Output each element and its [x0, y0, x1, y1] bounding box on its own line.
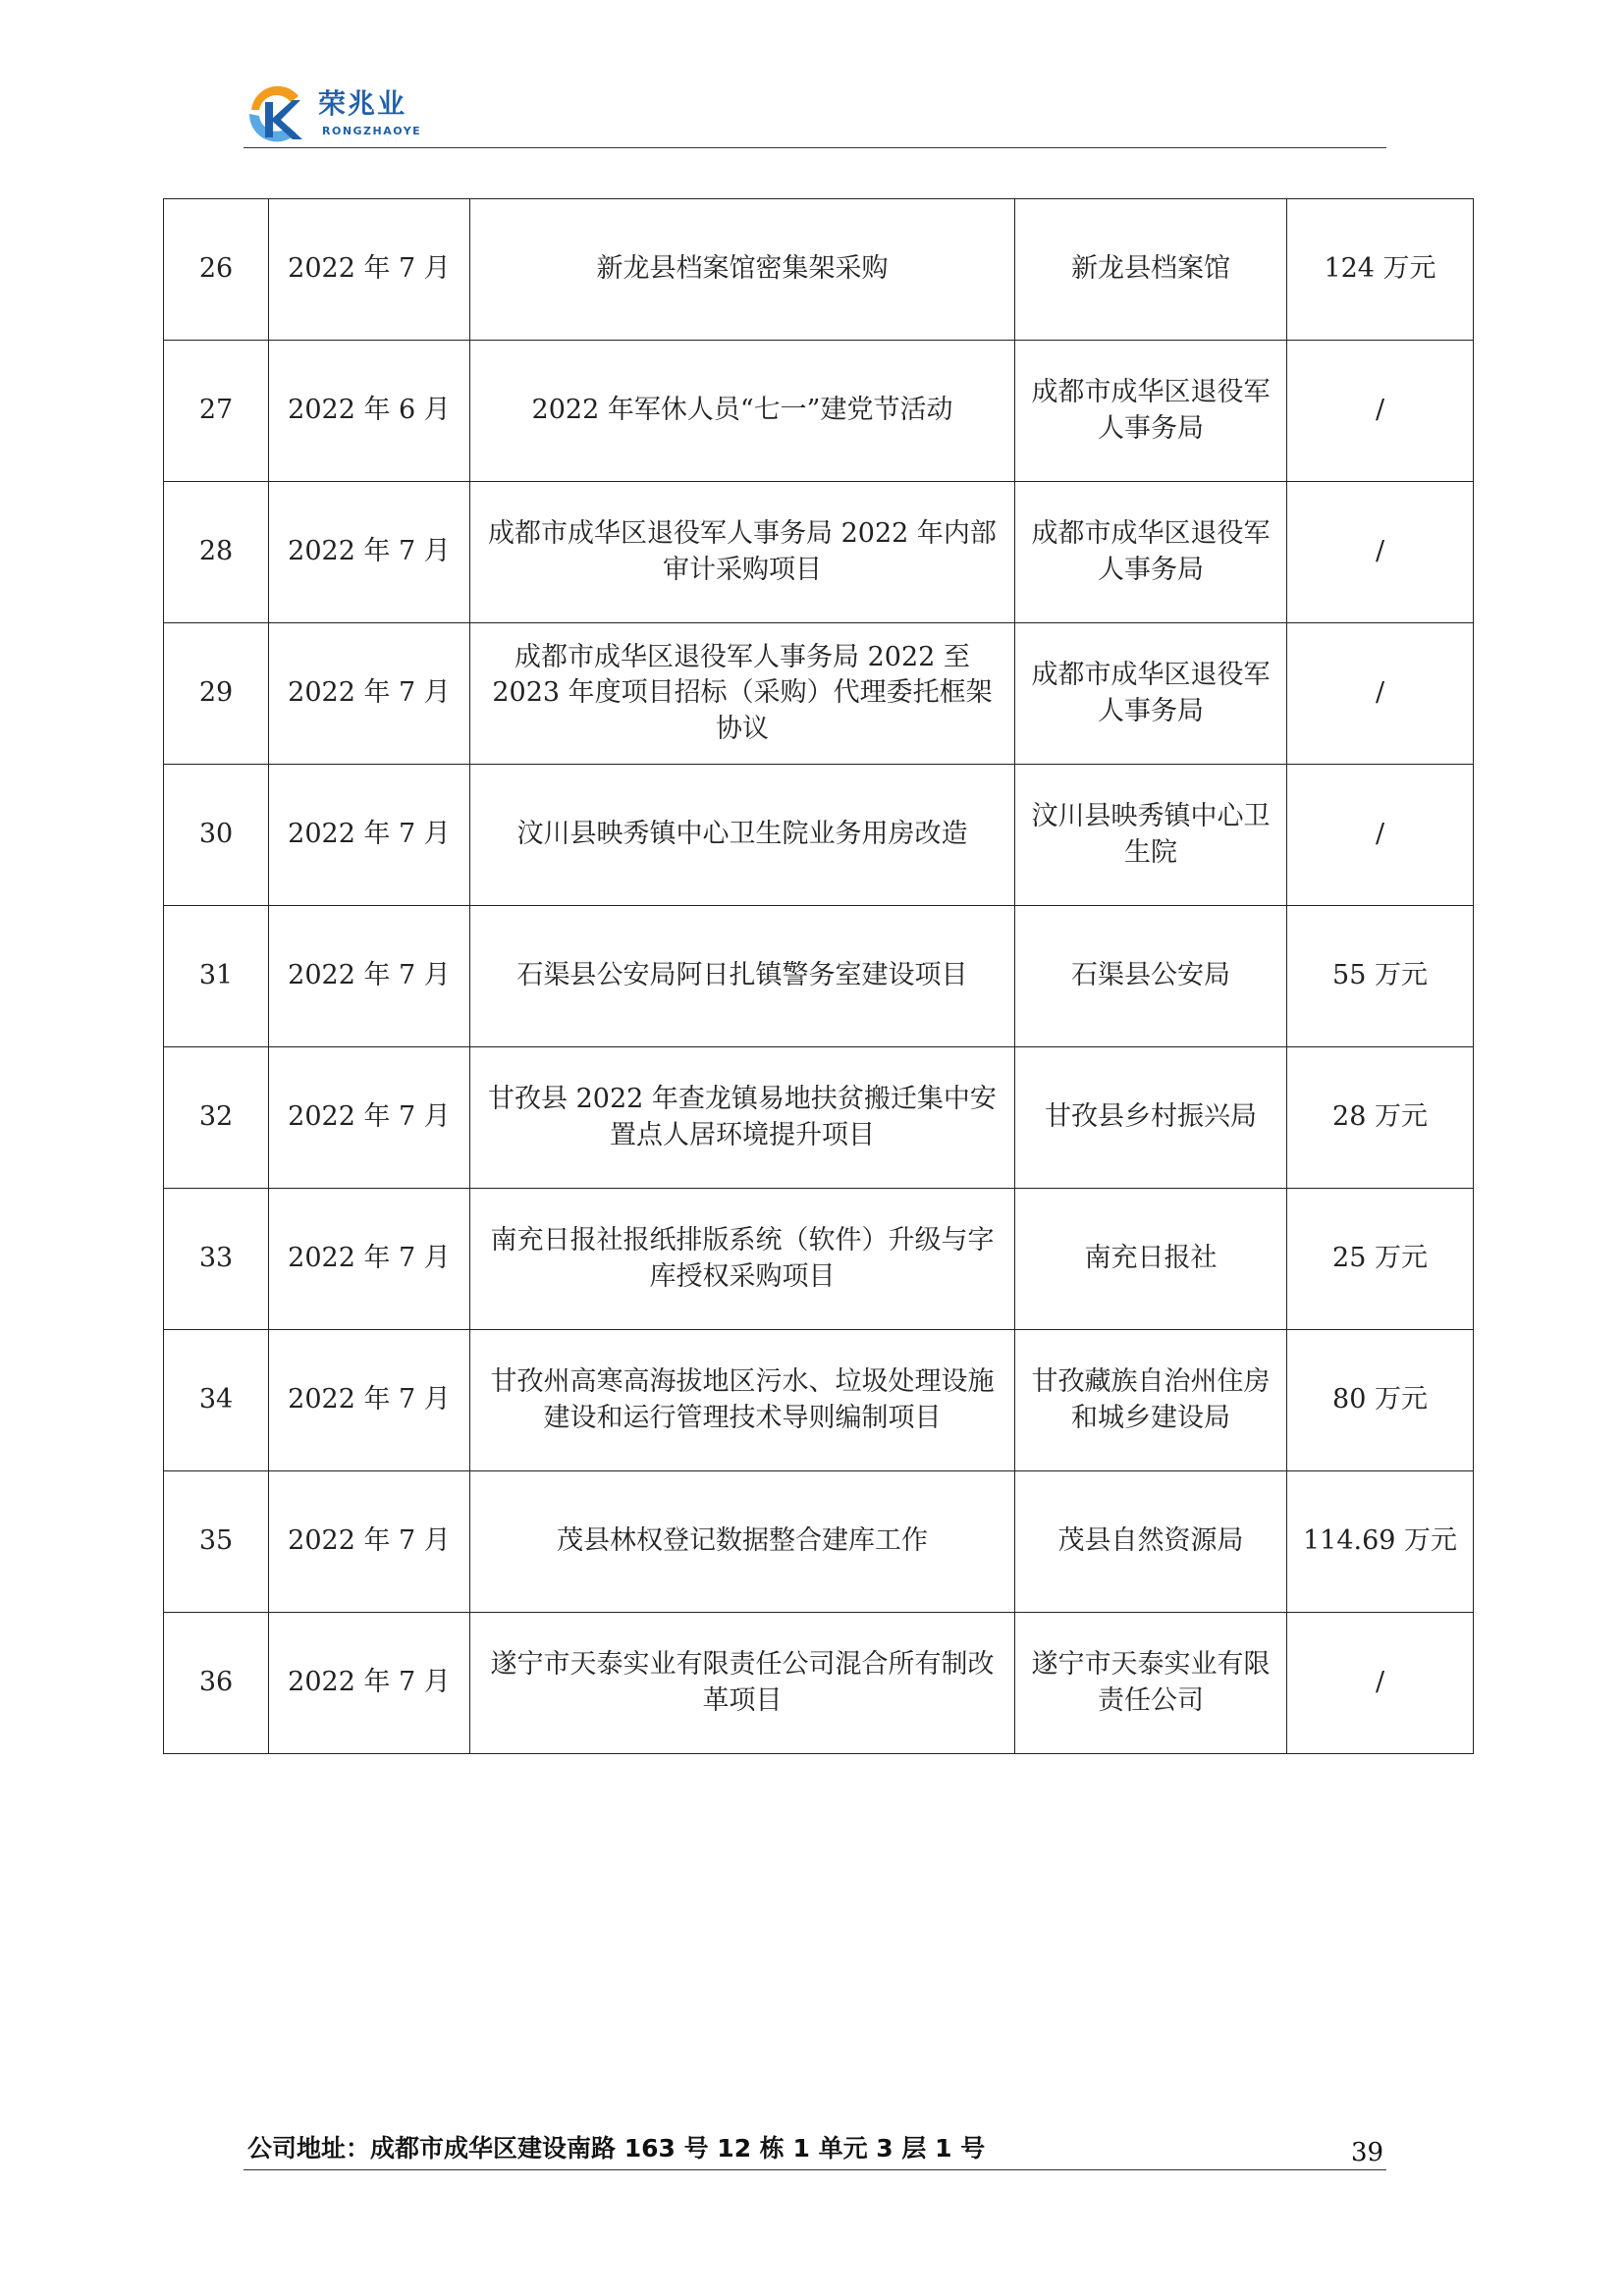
row-project: 石渠县公安局阿日扎镇警务室建设项目 — [470, 906, 1015, 1047]
row-date: 2022 年 7 月 — [269, 765, 470, 906]
table-row — [164, 341, 1474, 482]
row-amount: / — [1287, 623, 1474, 765]
row-number: 32 — [164, 1047, 269, 1189]
row-project: 南充日报社报纸排版系统（软件）升级与字库授权采购项目 — [470, 1189, 1015, 1330]
row-project: 2022 年军休人员“七一”建党节活动 — [470, 341, 1015, 482]
brand-name-en: RONGZHAOYE — [322, 125, 422, 137]
row-amount: / — [1287, 482, 1474, 623]
row-number: 33 — [164, 1189, 269, 1330]
row-number: 26 — [164, 199, 269, 341]
row-date: 2022 年 7 月 — [269, 1330, 470, 1471]
table-row — [164, 482, 1474, 623]
row-date: 2022 年 7 月 — [269, 1471, 470, 1613]
row-number: 29 — [164, 623, 269, 765]
row-client: 成都市成华区退役军人事务局 — [1015, 623, 1287, 765]
row-number: 30 — [164, 765, 269, 906]
row-date: 2022 年 7 月 — [269, 623, 470, 765]
page-header — [244, 79, 1386, 149]
row-amount: 114.69 万元 — [1287, 1471, 1474, 1613]
row-amount: / — [1287, 341, 1474, 482]
row-amount: / — [1287, 765, 1474, 906]
row-client: 甘孜县乡村振兴局 — [1015, 1047, 1287, 1189]
row-number: 28 — [164, 482, 269, 623]
row-project: 成都市成华区退役军人事务局 2022 至 2023 年度项目招标（采购）代理委托框架协议 — [470, 623, 1015, 765]
row-client: 南充日报社 — [1015, 1189, 1287, 1330]
row-amount: / — [1287, 1613, 1474, 1754]
row-client: 石渠县公安局 — [1015, 906, 1287, 1047]
row-amount: 55 万元 — [1287, 906, 1474, 1047]
table-row — [164, 1330, 1474, 1471]
row-date: 2022 年 6 月 — [269, 341, 470, 482]
row-client: 新龙县档案馆 — [1015, 199, 1287, 341]
table-row — [164, 1471, 1474, 1613]
company-address: 公司地址：成都市成华区建设南路 163 号 12 栋 1 单元 3 层 1 号 — [247, 2134, 986, 2163]
company-logo-icon — [244, 80, 312, 147]
row-client: 茂县自然资源局 — [1015, 1471, 1287, 1613]
header-divider — [244, 147, 1386, 148]
row-number: 27 — [164, 341, 269, 482]
row-number: 35 — [164, 1471, 269, 1613]
footer-divider — [244, 2169, 1386, 2170]
row-project: 遂宁市天泰实业有限责任公司混合所有制改革项目 — [470, 1613, 1015, 1754]
row-project: 成都市成华区退役军人事务局 2022 年内部审计采购项目 — [470, 482, 1015, 623]
project-table — [163, 198, 1474, 1754]
row-number: 34 — [164, 1330, 269, 1471]
row-date: 2022 年 7 月 — [269, 1189, 470, 1330]
row-client: 汶川县映秀镇中心卫生院 — [1015, 765, 1287, 906]
row-amount: 25 万元 — [1287, 1189, 1474, 1330]
row-project: 新龙县档案馆密集架采购 — [470, 199, 1015, 341]
table-row — [164, 1189, 1474, 1330]
row-project: 甘孜县 2022 年查龙镇易地扶贫搬迁集中安置点人居环境提升项目 — [470, 1047, 1015, 1189]
row-client: 遂宁市天泰实业有限责任公司 — [1015, 1613, 1287, 1754]
row-project: 甘孜州高寒高海拔地区污水、垃圾处理设施建设和运行管理技术导则编制项目 — [470, 1330, 1015, 1471]
row-date: 2022 年 7 月 — [269, 906, 470, 1047]
row-client: 成都市成华区退役军人事务局 — [1015, 482, 1287, 623]
row-amount: 124 万元 — [1287, 199, 1474, 341]
row-project: 汶川县映秀镇中心卫生院业务用房改造 — [470, 765, 1015, 906]
row-amount: 28 万元 — [1287, 1047, 1474, 1189]
row-number: 31 — [164, 906, 269, 1047]
row-date: 2022 年 7 月 — [269, 482, 470, 623]
table-row — [164, 906, 1474, 1047]
row-project: 茂县林权登记数据整合建库工作 — [470, 1471, 1015, 1613]
row-number: 36 — [164, 1613, 269, 1754]
row-date: 2022 年 7 月 — [269, 199, 470, 341]
row-client: 甘孜藏族自治州住房和城乡建设局 — [1015, 1330, 1287, 1471]
table-row — [164, 1613, 1474, 1754]
row-date: 2022 年 7 月 — [269, 1613, 470, 1754]
brand-name: 荣兆业 — [318, 87, 407, 120]
page-number: 39 — [1351, 2138, 1384, 2167]
row-date: 2022 年 7 月 — [269, 1047, 470, 1189]
table-row — [164, 765, 1474, 906]
row-amount: 80 万元 — [1287, 1330, 1474, 1471]
table-row — [164, 1047, 1474, 1189]
row-client: 成都市成华区退役军人事务局 — [1015, 341, 1287, 482]
table-row — [164, 199, 1474, 341]
table-row — [164, 623, 1474, 765]
